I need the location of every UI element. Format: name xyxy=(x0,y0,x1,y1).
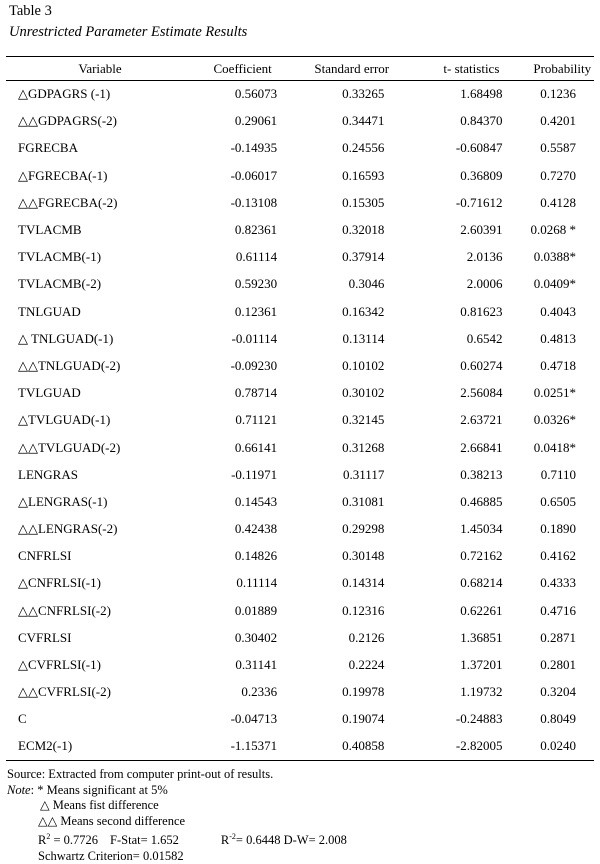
cell-coefficient: 0.56073 xyxy=(194,81,291,108)
cell-standard-error: 0.33265 xyxy=(291,81,412,108)
cell-standard-error: 0.16593 xyxy=(291,162,412,189)
cell-standard-error: 0.34471 xyxy=(291,108,412,135)
significance-note xyxy=(7,783,347,799)
table-row xyxy=(6,543,594,570)
cell-variable: △TVLGUAD(-1) xyxy=(6,407,194,434)
table-row xyxy=(6,461,594,488)
table-row xyxy=(6,189,594,216)
cell-standard-error: 0.19074 xyxy=(291,706,412,733)
cell-probability: 0.0418* xyxy=(531,434,595,461)
cell-coefficient: 0.30402 xyxy=(194,624,291,651)
cell-standard-error: 0.31081 xyxy=(291,488,412,515)
cell-probability: 0.0240 xyxy=(531,733,595,760)
cell-variable: △△TVLGUAD(-2) xyxy=(6,434,194,461)
table-row xyxy=(6,380,594,407)
cell-probability: 0.2801 xyxy=(531,651,595,678)
cell-probability: 0.4201 xyxy=(531,108,595,135)
f-stat: F-Stat= 1.652 xyxy=(110,833,179,847)
table-row xyxy=(6,244,594,271)
cell-variable: C xyxy=(6,706,194,733)
cell-t-statistic: 0.38213 xyxy=(412,461,530,488)
cell-coefficient: 0.12361 xyxy=(194,298,291,325)
cell-variable: △CVFRLSI(-1) xyxy=(6,651,194,678)
header-standard-error: Standard error xyxy=(291,57,412,81)
cell-probability: 0.7110 xyxy=(531,461,595,488)
cell-t-statistic: 2.0006 xyxy=(412,271,530,298)
r-squared-label: R xyxy=(38,833,46,847)
table-notes xyxy=(7,767,347,864)
cell-coefficient: 0.01889 xyxy=(194,597,291,624)
header-coefficient: Coefficient xyxy=(194,57,291,81)
cell-coefficient: 0.71121 xyxy=(194,407,291,434)
cell-coefficient: -1.15371 xyxy=(194,733,291,760)
cell-t-statistic: 0.62261 xyxy=(412,597,530,624)
cell-standard-error: 0.32018 xyxy=(291,216,412,243)
statistics-line xyxy=(7,829,347,849)
cell-variable: △GDPAGRS (-1) xyxy=(6,81,194,108)
adjusted-r-squared-label: R xyxy=(221,833,229,847)
source-note: Source: Extracted from computer print-out of results. xyxy=(7,767,347,783)
cell-variable: LENGRAS xyxy=(6,461,194,488)
cell-coefficient: 0.78714 xyxy=(194,380,291,407)
cell-t-statistic: -0.60847 xyxy=(412,135,530,162)
table-row xyxy=(6,488,594,515)
cell-probability: 0.1236 xyxy=(531,81,595,108)
r-squared-value: = 0.7726 xyxy=(50,833,98,847)
cell-coefficient: 0.61114 xyxy=(194,244,291,271)
header-t-statistics: t- statistics xyxy=(412,57,530,81)
table-row xyxy=(6,570,594,597)
cell-standard-error: 0.24556 xyxy=(291,135,412,162)
cell-coefficient: 0.59230 xyxy=(194,271,291,298)
cell-variable: △CNFRLSI(-1) xyxy=(6,570,194,597)
cell-variable: TVLACMB(-2) xyxy=(6,271,194,298)
table-row xyxy=(6,271,594,298)
cell-probability: 0.2871 xyxy=(531,624,595,651)
cell-probability: 0.0268 * xyxy=(531,216,595,243)
cell-t-statistic: -0.71612 xyxy=(412,189,530,216)
cell-coefficient: 0.14826 xyxy=(194,543,291,570)
cell-standard-error: 0.14314 xyxy=(291,570,412,597)
cell-variable: CNFRLSI xyxy=(6,543,194,570)
cell-t-statistic: -2.82005 xyxy=(412,733,530,760)
cell-t-statistic: 1.37201 xyxy=(412,651,530,678)
cell-t-statistic: 0.6542 xyxy=(412,325,530,352)
cell-variable: △△TNLGUAD(-2) xyxy=(6,352,194,379)
cell-t-statistic: 0.60274 xyxy=(412,352,530,379)
cell-probability: 0.7270 xyxy=(531,162,595,189)
cell-probability: 0.4162 xyxy=(531,543,595,570)
cell-coefficient: -0.01114 xyxy=(194,325,291,352)
cell-probability: 0.6505 xyxy=(531,488,595,515)
table-row xyxy=(6,162,594,189)
table-row xyxy=(6,298,594,325)
cell-t-statistic: 2.56084 xyxy=(412,380,530,407)
cell-t-statistic: 1.19732 xyxy=(412,679,530,706)
cell-coefficient: -0.14935 xyxy=(194,135,291,162)
cell-t-statistic: 0.36809 xyxy=(412,162,530,189)
cell-t-statistic: 2.66841 xyxy=(412,434,530,461)
cell-probability: 0.0251* xyxy=(531,380,595,407)
table-row xyxy=(6,135,594,162)
cell-variable: △△FGRECBA(-2) xyxy=(6,189,194,216)
cell-coefficient: 0.31141 xyxy=(194,651,291,678)
first-difference-note: △ Means fist difference xyxy=(7,798,347,814)
cell-t-statistic: 2.63721 xyxy=(412,407,530,434)
significance-text: : * Means significant at 5% xyxy=(31,783,168,797)
cell-probability: 0.3204 xyxy=(531,679,595,706)
table-row xyxy=(6,706,594,733)
cell-variable: △ TNLGUAD(-1) xyxy=(6,325,194,352)
cell-t-statistic: 1.36851 xyxy=(412,624,530,651)
cell-standard-error: 0.2224 xyxy=(291,651,412,678)
cell-probability: 0.0388* xyxy=(531,244,595,271)
cell-t-statistic: -0.24883 xyxy=(412,706,530,733)
table-number: Table 3 xyxy=(9,3,52,20)
results-table xyxy=(6,56,594,761)
table-row xyxy=(6,352,594,379)
cell-standard-error: 0.2126 xyxy=(291,624,412,651)
cell-variable: △△LENGRAS(-2) xyxy=(6,516,194,543)
cell-coefficient: -0.09230 xyxy=(194,352,291,379)
table-row xyxy=(6,516,594,543)
cell-coefficient: -0.04713 xyxy=(194,706,291,733)
adjusted-r-squared-superscript: -2 xyxy=(229,832,236,841)
durbin-watson: D-W= 2.008 xyxy=(284,833,347,847)
cell-variable: CVFRLSI xyxy=(6,624,194,651)
cell-standard-error: 0.29298 xyxy=(291,516,412,543)
cell-standard-error: 0.30102 xyxy=(291,380,412,407)
cell-t-statistic: 2.60391 xyxy=(412,216,530,243)
cell-standard-error: 0.16342 xyxy=(291,298,412,325)
cell-t-statistic: 1.45034 xyxy=(412,516,530,543)
cell-t-statistic: 0.84370 xyxy=(412,108,530,135)
cell-probability: 0.1890 xyxy=(531,516,595,543)
cell-variable: △FGRECBA(-1) xyxy=(6,162,194,189)
table-row xyxy=(6,407,594,434)
cell-standard-error: 0.31117 xyxy=(291,461,412,488)
cell-coefficient: 0.14543 xyxy=(194,488,291,515)
cell-standard-error: 0.40858 xyxy=(291,733,412,760)
cell-t-statistic: 1.68498 xyxy=(412,81,530,108)
cell-probability: 0.4716 xyxy=(531,597,595,624)
header-probability: Probability xyxy=(531,57,595,81)
cell-variable: △LENGRAS(-1) xyxy=(6,488,194,515)
cell-probability: 0.8049 xyxy=(531,706,595,733)
cell-probability: 0.4128 xyxy=(531,189,595,216)
cell-coefficient: -0.13108 xyxy=(194,189,291,216)
cell-standard-error: 0.37914 xyxy=(291,244,412,271)
table-row xyxy=(6,108,594,135)
cell-standard-error: 0.15305 xyxy=(291,189,412,216)
cell-variable: TVLACMB xyxy=(6,216,194,243)
cell-t-statistic: 0.46885 xyxy=(412,488,530,515)
cell-variable: TVLGUAD xyxy=(6,380,194,407)
cell-t-statistic: 0.68214 xyxy=(412,570,530,597)
cell-variable: TVLACMB(-1) xyxy=(6,244,194,271)
table-row xyxy=(6,651,594,678)
cell-variable: TNLGUAD xyxy=(6,298,194,325)
cell-t-statistic: 0.72162 xyxy=(412,543,530,570)
table-row xyxy=(6,624,594,651)
cell-standard-error: 0.32145 xyxy=(291,407,412,434)
cell-coefficient: 0.66141 xyxy=(194,434,291,461)
cell-standard-error: 0.31268 xyxy=(291,434,412,461)
cell-coefficient: 0.29061 xyxy=(194,108,291,135)
cell-probability: 0.4043 xyxy=(531,298,595,325)
cell-standard-error: 0.10102 xyxy=(291,352,412,379)
table-row xyxy=(6,325,594,352)
cell-coefficient: -0.11971 xyxy=(194,461,291,488)
cell-variable: ECM2(-1) xyxy=(6,733,194,760)
table-row xyxy=(6,81,594,108)
cell-t-statistic: 2.0136 xyxy=(412,244,530,271)
header-variable: Variable xyxy=(6,57,194,81)
cell-probability: 0.4813 xyxy=(531,325,595,352)
table-row xyxy=(6,434,594,461)
cell-standard-error: 0.30148 xyxy=(291,543,412,570)
cell-probability: 0.4333 xyxy=(531,570,595,597)
cell-standard-error: 0.3046 xyxy=(291,271,412,298)
cell-coefficient: -0.06017 xyxy=(194,162,291,189)
cell-probability: 0.0409* xyxy=(531,271,595,298)
second-difference-note: △△ Means second difference xyxy=(7,814,347,830)
cell-coefficient: 0.82361 xyxy=(194,216,291,243)
table-row xyxy=(6,733,594,760)
cell-variable: △△CVFRLSI(-2) xyxy=(6,679,194,706)
cell-standard-error: 0.12316 xyxy=(291,597,412,624)
cell-t-statistic: 0.81623 xyxy=(412,298,530,325)
cell-coefficient: 0.2336 xyxy=(194,679,291,706)
table-row xyxy=(6,597,594,624)
schwartz-criterion: Schwartz Criterion= 0.01582 xyxy=(7,849,347,864)
cell-standard-error: 0.13114 xyxy=(291,325,412,352)
cell-coefficient: 0.11114 xyxy=(194,570,291,597)
cell-variable: △△CNFRLSI(-2) xyxy=(6,597,194,624)
header-row xyxy=(6,57,594,81)
cell-variable: △△GDPAGRS(-2) xyxy=(6,108,194,135)
table-title: Unrestricted Parameter Estimate Results xyxy=(9,24,247,41)
cell-probability: 0.4718 xyxy=(531,352,595,379)
cell-probability: 0.5587 xyxy=(531,135,595,162)
table-row xyxy=(6,216,594,243)
cell-probability: 0.0326* xyxy=(531,407,595,434)
r-squared-superscript: 2 xyxy=(46,832,50,841)
cell-variable: FGRECBA xyxy=(6,135,194,162)
adjusted-r-squared-value: = 0.6448 xyxy=(236,833,281,847)
cell-coefficient: 0.42438 xyxy=(194,516,291,543)
note-label: Note xyxy=(7,783,31,797)
cell-standard-error: 0.19978 xyxy=(291,679,412,706)
table-row xyxy=(6,679,594,706)
